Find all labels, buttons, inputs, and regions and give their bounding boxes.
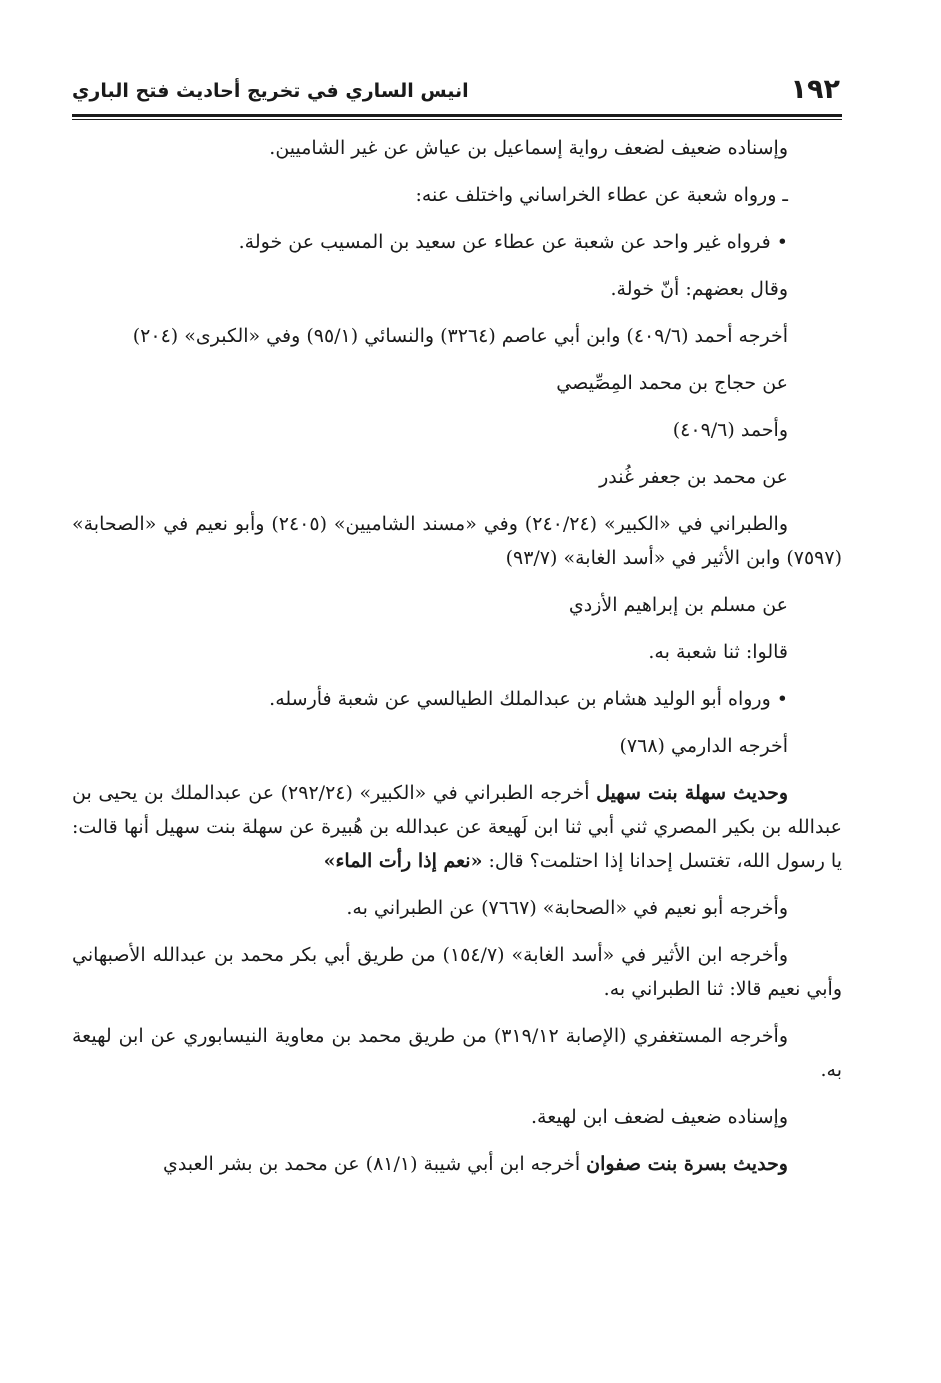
paragraph-text: أخرجه ابن أبي شيبة (٨١/١) عن محمد بن بشر العبدي: [162, 1153, 587, 1175]
running-title: انيس الساري في تخريج أحاديث فتح الباري: [72, 80, 469, 102]
hadith-quote: «نعم إذا رأت الماء»: [323, 850, 483, 872]
paragraph: عن محمد بن جعفر غُندر: [599, 466, 788, 488]
paragraph: أخرجه أحمد (٤٠٩/٦) وابن أبي عاصم (٣٢٦٤) والنسائي (٩٥/١) وفي «الكبرى» (٢٠٤): [132, 325, 788, 347]
paragraph: وأخرجه أبو نعيم في «الصحابة» (٧٦٦٧) عن الطبراني به.: [346, 897, 788, 919]
header-rule-thick: [72, 114, 842, 117]
paragraph: • ورواه أبو الوليد هشام بن عبدالملك الطيالسي عن شعبة فأرسله.: [269, 688, 788, 710]
body-text: [72, 131, 842, 1194]
paragraph: وأحمد (٤٠٩/٦): [672, 419, 788, 441]
paragraph: أخرجه الدارمي (٧٦٨): [619, 735, 788, 757]
paragraph: وأخرجه المستغفري (الإصابة ٣١٩/١٢) من طريق محمد بن معاوية النيسابوري عن ابن لهيعة به.: [72, 1025, 842, 1081]
paragraph: وإسناده ضعيف لضعف ابن لهيعة.: [531, 1106, 788, 1128]
paragraph: والطبراني في «الكبير» (٢٤٠/٢٤) وفي «مسند الشاميين» (٢٤٠٥) وأبو نعيم في «الصحابة» (٧٥٩٧) وابن الأثير في «أسد الغابة» (٩٣/٧): [72, 513, 842, 569]
paragraph: وقال بعضهم: أنّ خولة.: [610, 278, 788, 300]
paragraph: ـ ورواه شعبة عن عطاء الخراساني واختلف عنه:: [415, 184, 788, 206]
header-rule-thin: [72, 119, 842, 120]
paragraph: وأخرجه ابن الأثير في «أسد الغابة» (١٥٤/٧) من طريق أبي بكر محمد بن عبدالله الأصبهاني وأبي نعيم قالا: ثنا الطبراني به.: [72, 944, 842, 1000]
paragraph: وإسناده ضعيف لضعف رواية إسماعيل بن عياش عن غير الشاميين.: [269, 137, 788, 159]
page-number: ١٩٢: [790, 74, 840, 105]
hadith-lead: وحديث سهلة بنت سهيل: [596, 782, 788, 804]
paragraph: عن مسلم بن إبراهيم الأزدي: [568, 594, 788, 616]
page-header: [72, 74, 842, 114]
paragraph: عن حجاج بن محمد المِصِّيصي: [556, 372, 788, 394]
paragraph: • فرواه غير واحد عن شعبة عن عطاء عن سعيد بن المسيب عن خولة.: [238, 231, 788, 253]
hadith-lead: وحديث بسرة بنت صفوان: [586, 1153, 788, 1175]
paragraph: [72, 776, 842, 878]
paragraph: [72, 1147, 842, 1181]
paragraph-text: أخرجه الطبراني في «الكبير» (٢٩٢/٢٤) عن عبدالملك بن يحيى بن عبدالله بن بكير المصري ثني أبي ثنا ابن لَهيعة عن عبدالله بن هُبيرة عن سهلة بنت سهيل أنها قالت: يا رسول الله، تغتسل إحدانا إذا احتلمت؟ قال:: [72, 782, 842, 872]
paragraph: قالوا: ثنا شعبة به.: [648, 641, 788, 663]
